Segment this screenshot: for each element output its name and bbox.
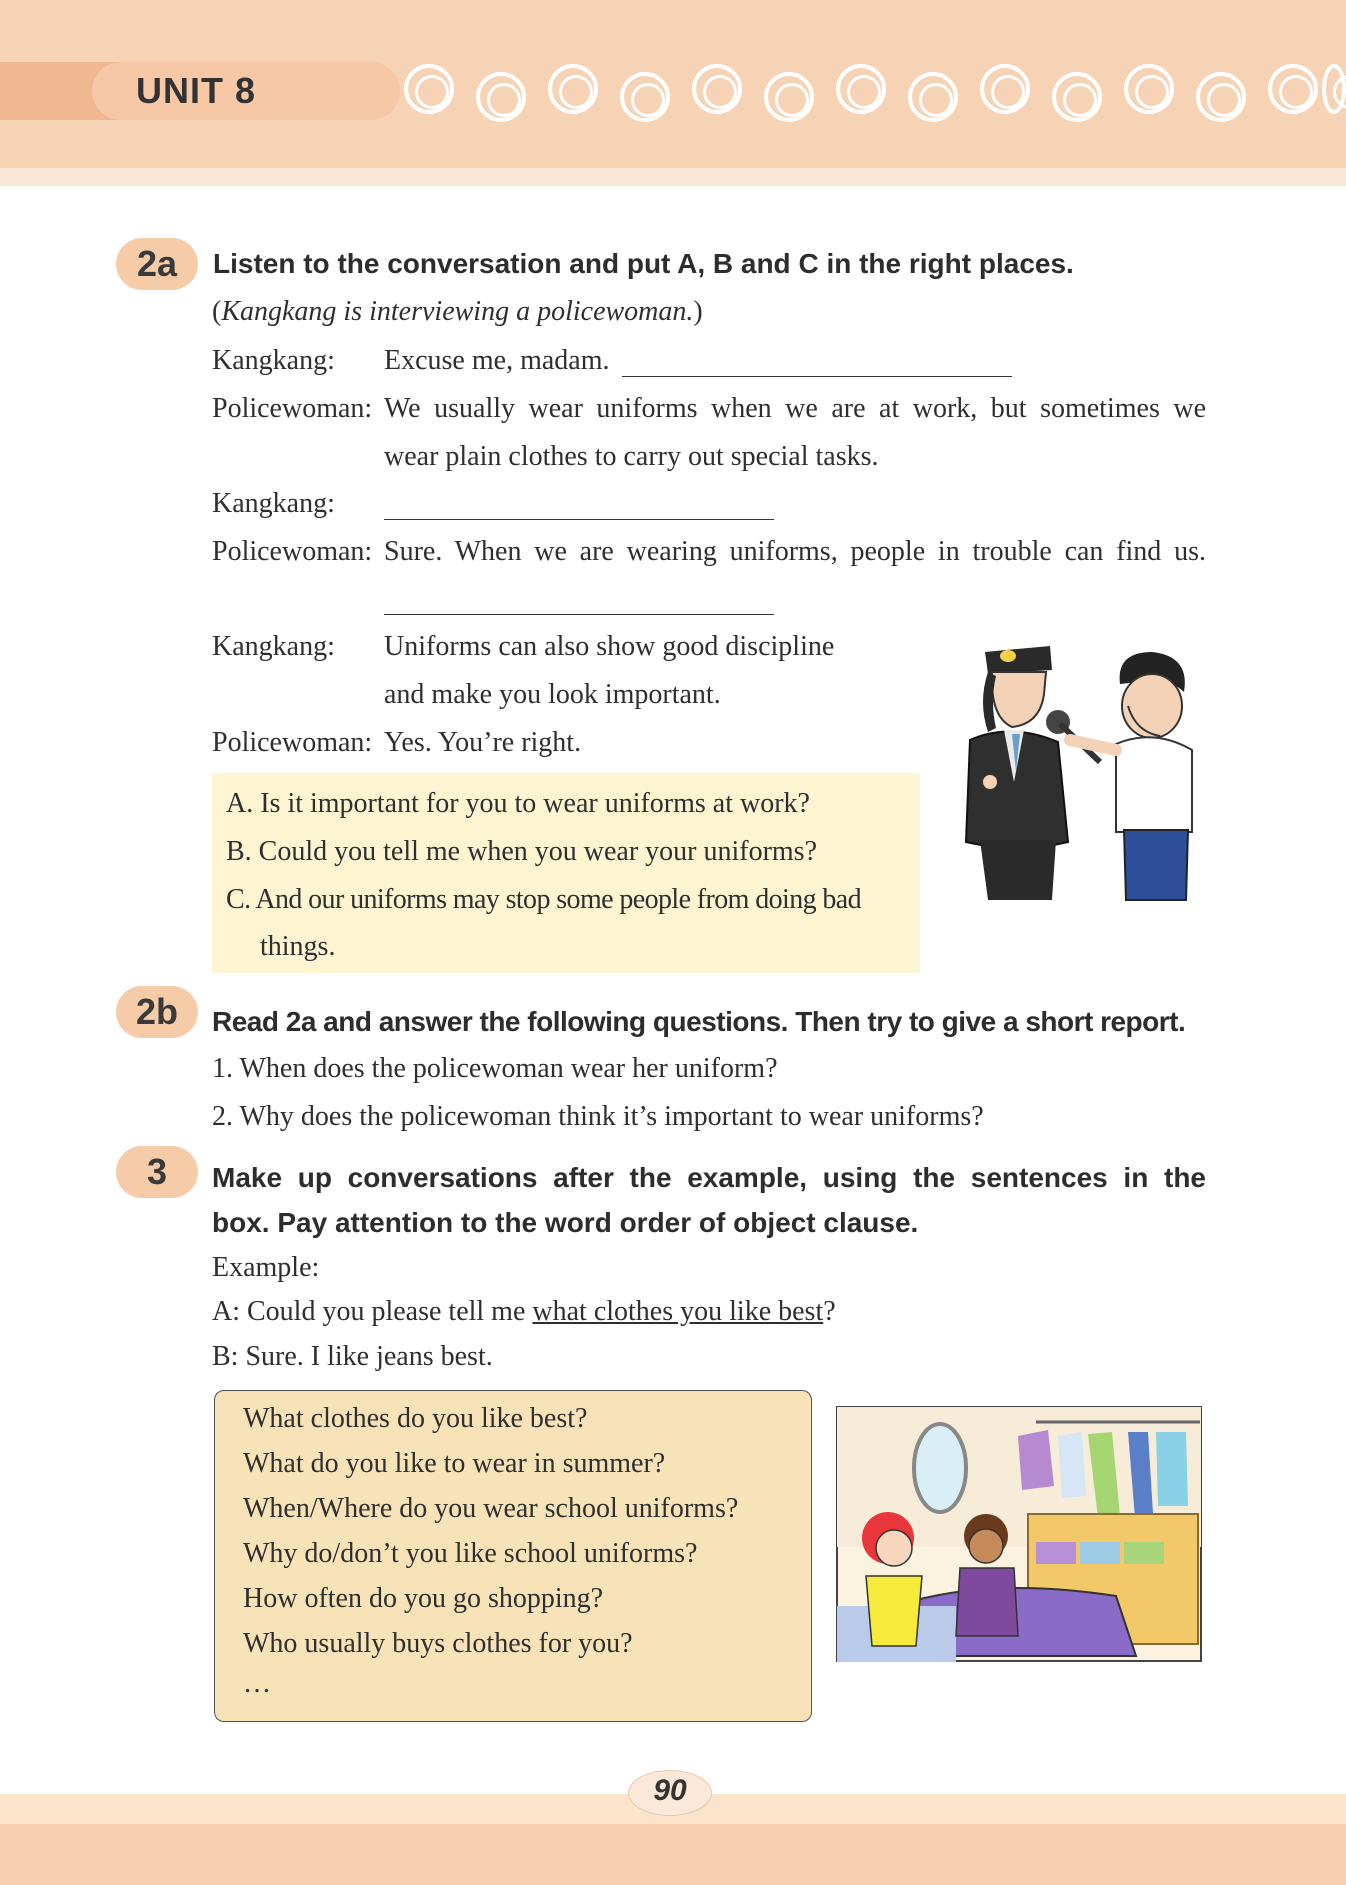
- answer-blank[interactable]: [622, 376, 1012, 377]
- speaker-label: Policewoman:: [212, 727, 373, 758]
- dialogue-text: Uniforms can also show good discipline: [384, 631, 835, 662]
- speaker-label: Policewoman:: [212, 393, 373, 424]
- speaker-label: Kangkang:: [212, 345, 335, 376]
- answer-blank[interactable]: [384, 614, 774, 615]
- page-number: 90: [653, 1774, 687, 1807]
- box-ellipsis: …: [243, 1668, 271, 1699]
- ring-icon: [764, 72, 814, 122]
- ring-icon: [980, 64, 1030, 114]
- context-italic: Kangkang is interviewing a policewoman.: [221, 296, 694, 327]
- option-c-cont: things.: [260, 931, 336, 962]
- dialogue-text: Excuse me, madam.: [384, 345, 610, 376]
- question-2: 2. Why does the policewoman think it’s important to wear uniforms?: [212, 1101, 984, 1132]
- answer-blank[interactable]: [384, 519, 774, 520]
- ring-icon: [1322, 64, 1346, 114]
- dialogue-text: We usually wear uniforms when we are at work, but sometimes we: [384, 393, 1206, 424]
- boy-figure: [1070, 652, 1192, 900]
- speaker-label: Kangkang:: [212, 488, 335, 519]
- ring-icon: [908, 72, 958, 122]
- ring-icon: [836, 64, 886, 114]
- example-b: B: Sure. I like jeans best.: [212, 1341, 493, 1372]
- ring-icon: [1268, 64, 1318, 114]
- context-line: (Kangkang is interviewing a policewoman.): [212, 296, 703, 327]
- section-badge-2b: 2b: [116, 986, 198, 1038]
- ring-icon: [1052, 72, 1102, 122]
- example-label: Example:: [212, 1252, 320, 1283]
- ring-icon: [404, 64, 454, 114]
- box-sentence: When/Where do you wear school uniforms?: [243, 1493, 739, 1524]
- policewoman-figure: [966, 646, 1100, 900]
- box-sentence: What clothes do you like best?: [243, 1403, 588, 1434]
- box-sentence: What do you like to wear in summer?: [243, 1448, 666, 1479]
- header-strip: [0, 168, 1346, 186]
- policewoman-interview-illustration: [940, 632, 1210, 902]
- ring-icon: [620, 72, 670, 122]
- speaker-label: Policewoman:: [212, 536, 373, 567]
- instruction-3-line1: Make up conversations after the example, using the sentences in the: [212, 1162, 1206, 1193]
- box-sentence: How often do you go shopping?: [243, 1583, 604, 1614]
- section-badge-2a: 2a: [116, 238, 198, 290]
- instruction-3-line2: box. Pay attention to the word order of object clause.: [212, 1207, 919, 1238]
- instruction-2a: Listen to the conversation and put A, B and C in the right places.: [213, 248, 1074, 279]
- girl-red-hair: [862, 1512, 922, 1646]
- box-sentence: Why do/don’t you like school uniforms?: [243, 1538, 698, 1569]
- ring-icon: [692, 64, 742, 114]
- option-a: A. Is it important for you to wear uniforms at work?: [226, 788, 810, 819]
- example-a-object-clause: what clothes you like best: [532, 1296, 824, 1327]
- speaker-label: Kangkang:: [212, 631, 335, 662]
- footer-band-lower: [0, 1824, 1346, 1885]
- ring-icon: [548, 64, 598, 114]
- dialogue-text: Yes. You’re right.: [384, 727, 582, 758]
- instruction-2b: Read 2a and answer the following questions. Then try to give a short report.: [212, 1006, 1186, 1037]
- question-1: 1. When does the policewoman wear her uniform?: [212, 1053, 778, 1084]
- ring-icon: [476, 72, 526, 122]
- ring-icon: [1124, 64, 1174, 114]
- option-c: C. And our uniforms may stop some people from doing bad: [226, 884, 862, 915]
- bedroom-girls-illustration: [836, 1406, 1202, 1662]
- dialogue-text-cont: and make you look important.: [384, 679, 721, 710]
- dialogue-text-cont: wear plain clothes to carry out special tasks.: [384, 441, 879, 472]
- example-a: A: Could you please tell me what clothes you like best?: [212, 1296, 836, 1327]
- option-b: B. Could you tell me when you wear your uniforms?: [226, 836, 818, 867]
- dialogue-text: Sure. When we are wearing uniforms, people in trouble can find us.: [384, 536, 1206, 567]
- box-sentence: Who usually buys clothes for you?: [243, 1628, 633, 1659]
- ring-icon: [1196, 72, 1246, 122]
- section-badge-3: 3: [116, 1146, 198, 1198]
- unit-title: UNIT 8: [136, 70, 257, 111]
